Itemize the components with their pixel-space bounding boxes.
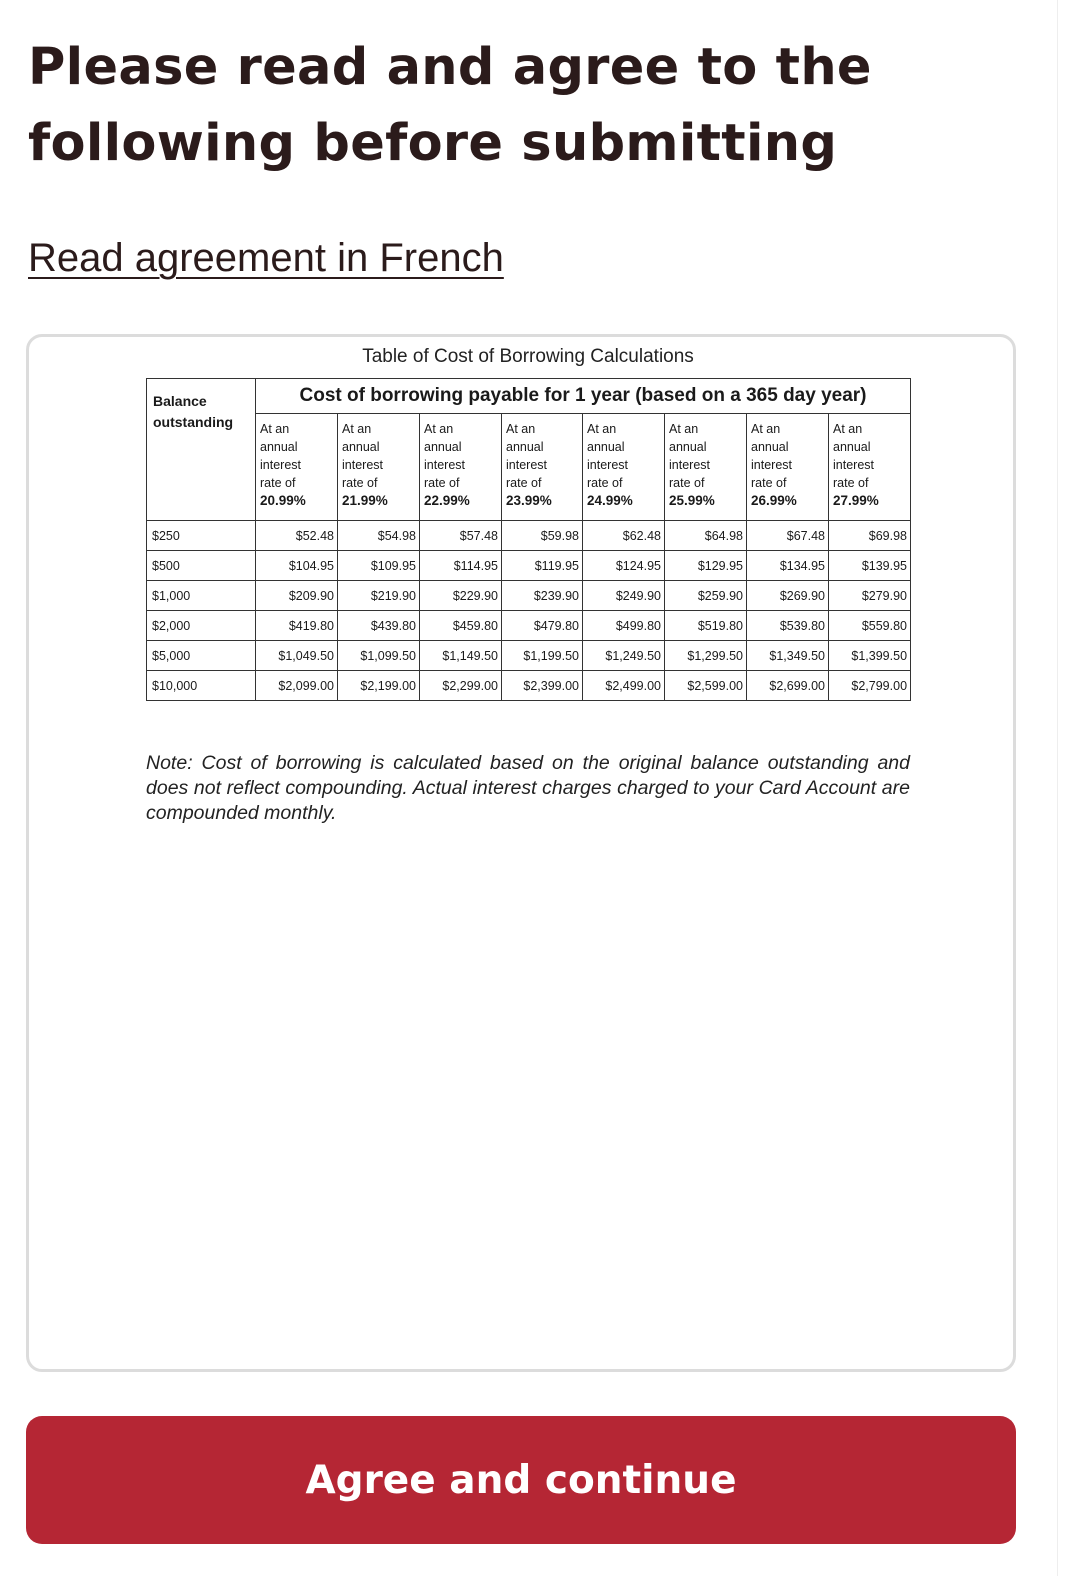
balance-cell: $500 [147,551,256,581]
rate-column-header [829,414,911,521]
rate-prefix-text: At an annual interest rate of [669,422,710,490]
cost-cell: $2,499.00 [583,671,665,701]
cost-cell: $54.98 [338,521,420,551]
rate-prefix-text: At an annual interest rate of [260,422,301,490]
rate-prefix-text: At an annual interest rate of [587,422,628,490]
agreement-document-frame[interactable] [26,334,1016,1372]
interest-rate-header-row [147,414,911,521]
rate-value: 22.99% [424,493,470,508]
cost-cell: $2,599.00 [665,671,747,701]
rate-prefix-text: At an annual interest rate of [833,422,874,490]
cost-cell: $64.98 [665,521,747,551]
page-title: Please read and agree to the following before submitting [28,38,872,173]
cost-cell: $2,299.00 [420,671,502,701]
cost-cell: $219.90 [338,581,420,611]
cost-cell: $57.48 [420,521,502,551]
cost-cell: $1,299.50 [665,641,747,671]
rate-column-header [665,414,747,521]
cost-cell: $2,699.00 [747,671,829,701]
cost-cell: $559.80 [829,611,911,641]
table-row [147,641,911,671]
cost-cell: $67.48 [747,521,829,551]
balance-cell: $5,000 [147,641,256,671]
rate-value: 20.99% [260,493,306,508]
cost-cell: $52.48 [256,521,338,551]
cost-cell: $139.95 [829,551,911,581]
cost-of-borrowing-header: Cost of borrowing payable for 1 year (based on a 365 day year) [256,379,911,414]
rate-value: 27.99% [833,493,879,508]
cost-cell: $124.95 [583,551,665,581]
rate-prefix-text: At an annual interest rate of [424,422,465,490]
cost-cell: $209.90 [256,581,338,611]
cost-cell: $539.80 [747,611,829,641]
cost-cell: $129.95 [665,551,747,581]
agree-and-continue-button[interactable]: Agree and continue [26,1416,1016,1544]
table-body [147,521,911,701]
balance-cell: $2,000 [147,611,256,641]
balance-outstanding-header: Balance outstanding [147,379,256,521]
compounding-note: Note: Cost of borrowing is calculated based on the original balance outstanding and does not reflect compounding. Actual interest charges charged to your Card Account are compounded monthly. [146,752,910,824]
cost-cell: $459.80 [420,611,502,641]
rate-column-header [256,414,338,521]
rate-column-header [583,414,665,521]
read-in-french-link[interactable]: Read agreement in French [28,236,504,280]
cost-cell: $114.95 [420,551,502,581]
cost-cell: $1,149.50 [420,641,502,671]
rate-column-header [502,414,583,521]
cost-cell: $1,399.50 [829,641,911,671]
cost-cell: $2,099.00 [256,671,338,701]
cost-cell: $249.90 [583,581,665,611]
rate-prefix-text: At an annual interest rate of [506,422,547,490]
table-row [147,521,911,551]
cost-cell: $499.80 [583,611,665,641]
rate-value: 23.99% [506,493,552,508]
cost-cell: $119.95 [502,551,583,581]
rate-value: 26.99% [751,493,797,508]
rate-prefix-text: At an annual interest rate of [751,422,792,490]
cost-cell: $2,399.00 [502,671,583,701]
balance-cell: $1,000 [147,581,256,611]
cost-cell: $104.95 [256,551,338,581]
cost-cell: $69.98 [829,521,911,551]
cost-cell: $419.80 [256,611,338,641]
table-row [147,581,911,611]
cost-cell: $439.80 [338,611,420,641]
table-row [147,611,911,641]
rate-value: 25.99% [669,493,715,508]
table-row [147,671,911,701]
balance-cell: $10,000 [147,671,256,701]
cost-of-borrowing-table [146,378,911,701]
cost-cell: $479.80 [502,611,583,641]
rate-column-header [338,414,420,521]
cost-cell: $62.48 [583,521,665,551]
cost-cell: $1,349.50 [747,641,829,671]
cost-cell: $1,049.50 [256,641,338,671]
rate-prefix-text: At an annual interest rate of [342,422,383,490]
cost-cell: $279.90 [829,581,911,611]
cost-cell: $1,199.50 [502,641,583,671]
rate-value: 24.99% [587,493,633,508]
rate-column-header [420,414,502,521]
cost-cell: $519.80 [665,611,747,641]
cost-cell: $239.90 [502,581,583,611]
cost-cell: $59.98 [502,521,583,551]
cost-cell: $2,799.00 [829,671,911,701]
rate-column-header [747,414,829,521]
cost-cell: $1,249.50 [583,641,665,671]
table-row [147,551,911,581]
table-caption: Table of Cost of Borrowing Calculations [362,346,694,367]
cost-cell: $109.95 [338,551,420,581]
cost-cell: $269.90 [747,581,829,611]
cost-cell: $2,199.00 [338,671,420,701]
viewport-edge-divider [1057,0,1058,1576]
cost-cell: $134.95 [747,551,829,581]
balance-cell: $250 [147,521,256,551]
cost-cell: $259.90 [665,581,747,611]
cost-cell: $229.90 [420,581,502,611]
cost-cell: $1,099.50 [338,641,420,671]
rate-value: 21.99% [342,493,388,508]
